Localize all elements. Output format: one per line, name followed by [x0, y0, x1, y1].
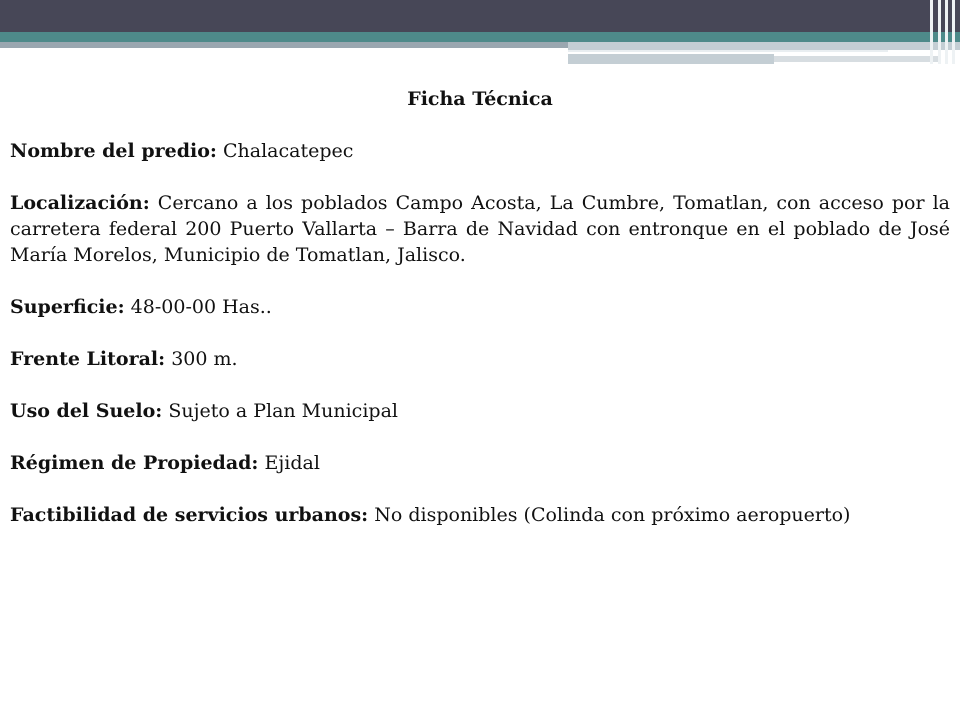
header-highlight-line [568, 50, 888, 52]
document-body [10, 86, 950, 554]
field-label: Superficie: [10, 296, 125, 318]
header-dark-band [0, 0, 960, 32]
field-nombre-del-predio [10, 138, 950, 164]
field-localizacion [10, 190, 950, 268]
field-label: Uso del Suelo: [10, 400, 163, 422]
header-vertical-line [952, 0, 955, 64]
header-light-band-tail [774, 56, 940, 62]
field-value: Chalacatepec [222, 140, 354, 162]
header-light-band [568, 42, 960, 50]
field-label: Régimen de Propiedad: [10, 452, 259, 474]
header-teal-band [0, 32, 960, 42]
field-frente-litoral [10, 346, 950, 372]
field-label: Nombre del predio: [10, 140, 217, 162]
field-label: Localización: [10, 192, 150, 214]
field-superficie [10, 294, 950, 320]
field-uso-del-suelo [10, 398, 950, 424]
document-title: Ficha Técnica [407, 88, 553, 110]
field-regimen-de-propiedad [10, 450, 950, 476]
header-grey-band [0, 42, 568, 48]
field-value: Ejidal [264, 452, 320, 474]
field-factibilidad-servicios [10, 502, 950, 528]
field-value: No disponibles (Colinda con próximo aeropuerto) [374, 504, 851, 526]
field-value: 48-00-00 Has.. [130, 296, 272, 318]
field-label: Factibilidad de servicios urbanos: [10, 504, 369, 526]
header-light-band-lower [568, 54, 774, 64]
field-value: Cercano a los poblados Campo Acosta, La Cumbre, Tomatlan, con acceso por la carretera federal 200 Puerto Vallarta – Barra de Navidad con entronque en el poblado de José María Morelos, Municipio de Tomatlan, Jalisco. [10, 192, 950, 266]
header-vertical-line [930, 0, 933, 64]
header-vertical-line [938, 0, 941, 64]
field-value: Sujeto a Plan Municipal [168, 400, 398, 422]
field-label: Frente Litoral: [10, 348, 166, 370]
header-vertical-line [945, 0, 948, 64]
field-value: 300 m. [171, 348, 238, 370]
